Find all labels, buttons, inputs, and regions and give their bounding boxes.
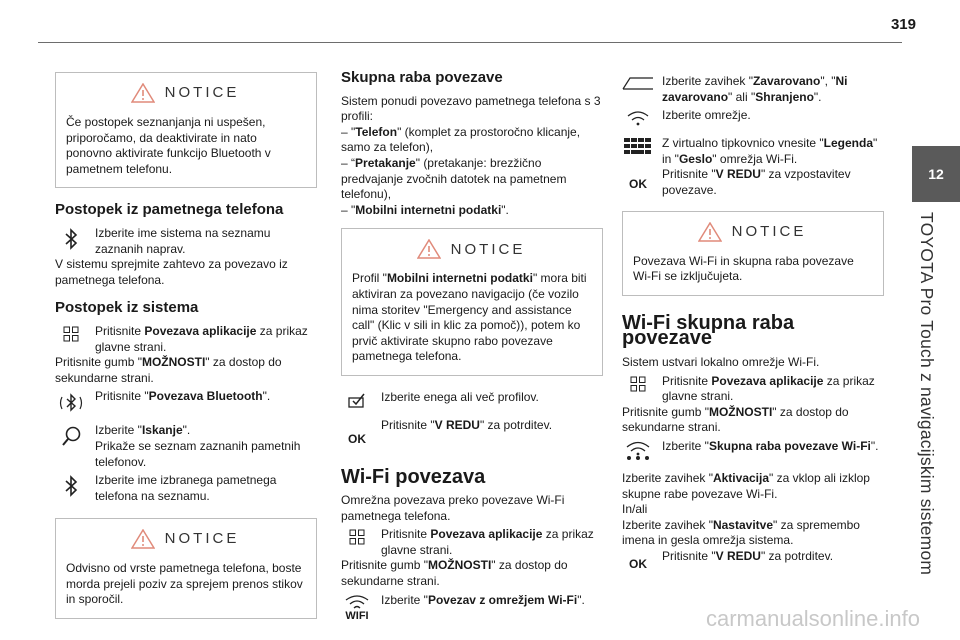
step-text: Pritisnite Povezava aplikacije za prikaz glavne strani. bbox=[381, 527, 594, 557]
step-text: Pritisnite gumb "MOŽNOSTI" za dostop do sekundarne strani. bbox=[622, 404, 849, 435]
warning-icon bbox=[417, 239, 441, 259]
step-text: Izberite ime izbranega pametnega telefona na seznamu. bbox=[95, 473, 277, 503]
notice-text: Odvisno od vrste pametnega telefona, boste morda prejeli poziv za sprejem prenos stikov in sporočil. bbox=[66, 561, 303, 607]
wifi-label: WIFI bbox=[345, 609, 369, 622]
apps-grid-icon bbox=[349, 529, 365, 545]
step-text: Izberite zavihek "Nastavitve" za spremembo imena in gesla omrežja sistema. bbox=[622, 517, 860, 548]
step-text: Pritisnite "Povezava Bluetooth". bbox=[95, 389, 271, 404]
keyboard-icon bbox=[624, 138, 652, 156]
wifi-network-icon bbox=[627, 110, 649, 126]
notice-title: NOTICE bbox=[164, 84, 240, 102]
tab-icon bbox=[622, 76, 654, 90]
step-text: Izberite "Iskanje". Prikaže se seznam zaznanih pametnih telefonov. bbox=[95, 423, 301, 469]
profile-select-icon bbox=[348, 392, 366, 408]
step-text: Pritisnite Povezava aplikacije za prikaz glavne strani. bbox=[662, 373, 875, 404]
bluetooth-wireless-icon bbox=[57, 391, 85, 415]
step-text: In/ali bbox=[622, 502, 648, 517]
section-heading: Postopek iz pametnega telefona bbox=[55, 201, 284, 219]
notice-box bbox=[55, 518, 317, 619]
page-number: 319 bbox=[890, 16, 916, 33]
body-text: Omrežna povezava preko povezave Wi-Fi pametnega telefona. bbox=[341, 493, 565, 523]
step-text: Izberite enega ali več profilov. bbox=[381, 389, 539, 404]
bluetooth-icon bbox=[64, 228, 78, 250]
step-text: Pritisnite gumb "MOŽNOSTI" za dostop do sekundarne strani. bbox=[341, 558, 568, 589]
step-text: Izberite omrežje. bbox=[662, 108, 751, 123]
chapter-tab[interactable]: 12 bbox=[912, 146, 960, 202]
step-text: Izberite ime sistema na seznamu zaznanih naprav. bbox=[95, 225, 271, 256]
section-heading: Wi-Fi povezava bbox=[341, 465, 486, 488]
notice-text: Povezava Wi-Fi in skupna raba povezave Wi-Fi se izključujeta. bbox=[633, 253, 854, 284]
step-text: Izberite "Skupna raba povezave Wi-Fi". bbox=[662, 438, 879, 453]
section-heading: Wi-Fi skupna raba povezave bbox=[622, 311, 795, 350]
wifi-icon bbox=[344, 595, 370, 609]
bluetooth-icon bbox=[64, 475, 78, 497]
notice-title: NOTICE bbox=[731, 222, 807, 240]
step-text: Pritisnite Povezava aplikacije za prikaz glavne strani. bbox=[95, 323, 308, 354]
column-2 bbox=[341, 64, 603, 624]
list-item: – "Mobilni internetni podatki". bbox=[341, 202, 509, 217]
body-text: Sistem ponudi povezavo pametnega telefona s 3 profili: bbox=[341, 93, 601, 124]
list-item: – “Pretakanje" (pretakanje: brezžično predvajanje zvočnih datotek na pametnem telefonu), bbox=[341, 155, 567, 202]
step-text: Pritisnite "V REDU" za potrditev. bbox=[662, 548, 834, 563]
header-rule bbox=[38, 42, 902, 43]
search-icon bbox=[60, 425, 82, 447]
step-text: Z virtualno tipkovnico vnesite "Legenda" in "Geslo" omrežja Wi-Fi. bbox=[662, 136, 878, 166]
step-text: Pritisnite "V REDU" za potrditev. bbox=[381, 417, 553, 432]
ok-icon: OK bbox=[629, 556, 647, 571]
list-item: – "Telefon" (komplet za prostoročno klicanje, samo za telefon), bbox=[341, 124, 581, 155]
section-heading: Postopek iz sistema bbox=[55, 299, 199, 317]
column-1 bbox=[55, 64, 317, 633]
step-text: Izberite zavihek "Aktivacija" za vklop ali izklop skupne rabe povezave Wi-Fi. bbox=[622, 470, 870, 501]
notice-box bbox=[622, 211, 884, 296]
step-text: V sistemu sprejmite zahtevo za povezavo iz pametnega telefona. bbox=[55, 257, 288, 287]
warning-icon bbox=[698, 222, 722, 242]
wifi-hotspot-icon bbox=[624, 441, 652, 463]
watermark: carmanualsonline.info bbox=[705, 606, 920, 631]
notice-title: NOTICE bbox=[164, 530, 240, 548]
chapter-title: TOYOTA Pro Touch z navigacijskim sistemom bbox=[917, 212, 937, 576]
step-text: Pritisnite "V REDU" za vzpostavitev povezave. bbox=[662, 167, 851, 197]
column-3 bbox=[622, 74, 884, 572]
apps-grid-icon bbox=[63, 326, 79, 342]
step-text: Pritisnite gumb "MOŽNOSTI" za dostop do sekundarne strani. bbox=[55, 355, 282, 385]
warning-icon bbox=[131, 529, 155, 549]
notice-text: Če postopek seznanjanja ni uspešen, priporočamo, da deaktivirate in nato ponovno aktivirate funkcijo Bluetooth v pametnem telefonu. bbox=[66, 115, 271, 176]
notice-title: NOTICE bbox=[450, 240, 526, 258]
notice-text: Profil "Mobilni internetni podatki" mora biti aktiviran za povezano navigacijo (če vozilo nima storitev "Emergency and assistance call" (Klic v sili in klic za pomoč)), potem ko prvič aktivirate skupno rabo povezave pametnega telefona. bbox=[352, 271, 587, 364]
ok-icon: OK bbox=[629, 177, 647, 192]
warning-icon bbox=[131, 83, 155, 103]
ok-icon: OK bbox=[348, 431, 366, 446]
notice-box bbox=[55, 72, 317, 188]
step-text: Izberite zavihek "Zavarovano", "Ni zavarovano" ali "Shranjeno". bbox=[662, 74, 848, 104]
body-text: Sistem ustvari lokalno omrežje Wi-Fi. bbox=[622, 354, 820, 369]
notice-box bbox=[341, 228, 603, 376]
section-heading: Skupna raba povezave bbox=[341, 69, 503, 86]
step-text: Izberite "Povezav z omrežjem Wi-Fi". bbox=[381, 592, 585, 607]
apps-grid-icon bbox=[630, 376, 646, 392]
